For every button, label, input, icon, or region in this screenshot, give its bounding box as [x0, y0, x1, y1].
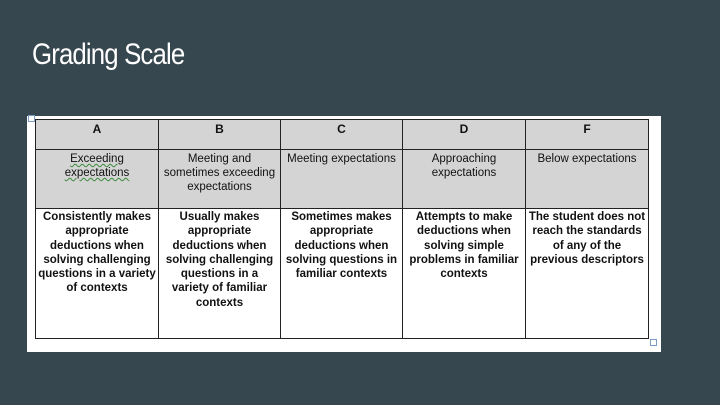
- grade-cell-d: D: [403, 120, 526, 150]
- grade-cell-f: F: [526, 120, 649, 150]
- grading-scale-table: [35, 119, 649, 339]
- grade-cell-b: B: [159, 120, 281, 150]
- level-cell-c: Meeting expectations: [281, 150, 403, 209]
- grade-cell-c: C: [281, 120, 403, 150]
- level-cell-b: Meeting and sometimes exceeding expectations: [159, 150, 281, 209]
- grade-letter-row: [36, 120, 649, 150]
- slide-title: Grading Scale: [32, 38, 185, 71]
- descriptor-cell-c: Sometimes makes appropriate deductions when solving questions in familiar contexts: [281, 209, 403, 339]
- descriptor-cell-f: The student does not reach the standards of any of the previous descriptors: [526, 209, 649, 339]
- expectation-level-row: [36, 150, 649, 209]
- descriptor-cell-b: Usually makes appropriate deductions when solving challenging questions in a variety of familiar contexts: [159, 209, 281, 339]
- selection-handle-bottom-right[interactable]: [650, 339, 657, 346]
- grade-cell-a: A: [36, 120, 159, 150]
- descriptor-row: [36, 209, 649, 339]
- level-cell-f: Below expectations: [526, 150, 649, 209]
- level-cell-d: Approaching expectations: [403, 150, 526, 209]
- level-text-a: Exceeding expectations: [64, 153, 130, 179]
- descriptor-cell-a: Consistently makes appropriate deductions when solving challenging questions in a variety of contexts: [36, 209, 159, 339]
- descriptor-cell-d: Attempts to make deductions when solving simple problems in familiar contexts: [403, 209, 526, 339]
- selection-handle-top-left[interactable]: [28, 115, 35, 122]
- level-cell-a: [36, 150, 159, 209]
